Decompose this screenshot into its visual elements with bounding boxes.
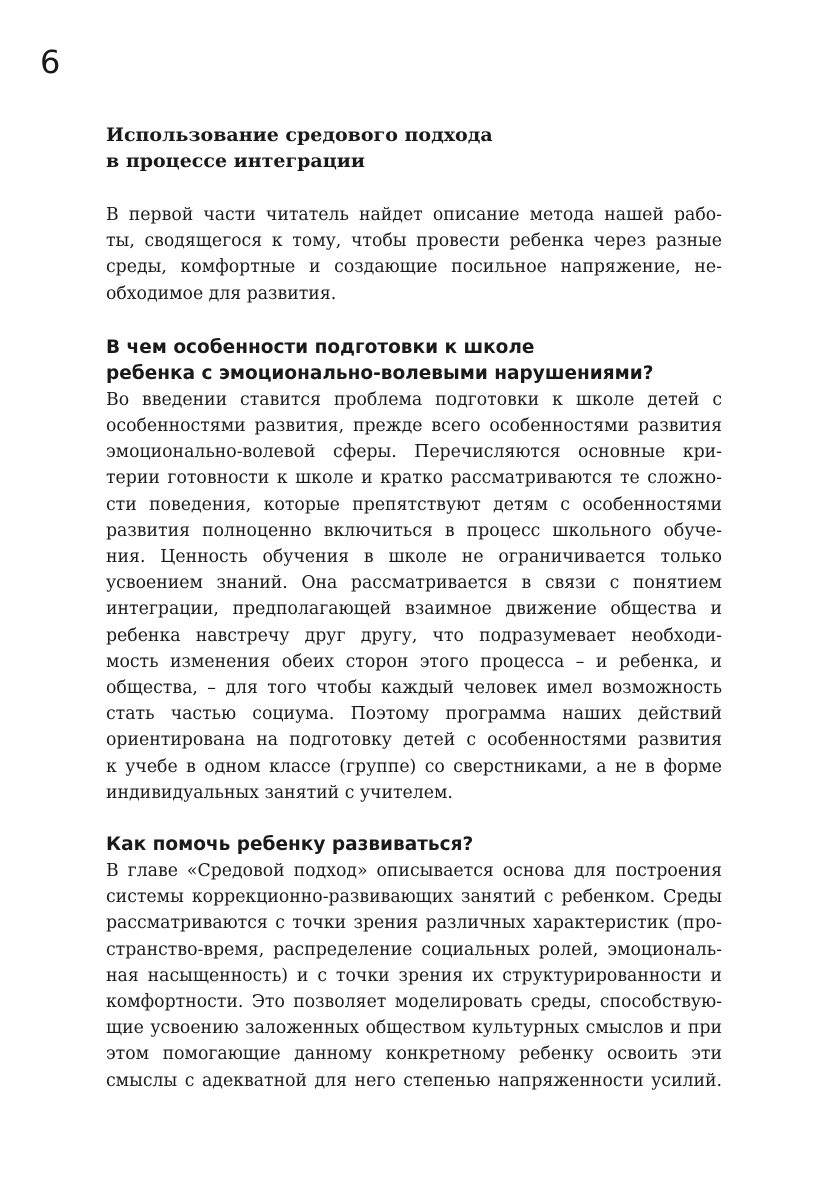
text-line: щие усвоению заложенных обществом культурных смыслов и при <box>106 1018 722 1039</box>
text-line: общества, – для того чтобы каждый человек имел возможность <box>106 678 722 699</box>
text-line: Во введении ставится проблема подготовки к школе детей с <box>106 389 722 410</box>
heading-line: Использование средового подхода <box>106 124 493 146</box>
text-line: среды, комфортные и создающие посильное напряжение, не- <box>106 257 722 278</box>
text-line: сти поведения, которые препятствуют детям с особенностями <box>106 494 722 515</box>
text-line: ты, сводящегося к тому, чтобы провести ребенка через разные <box>106 231 722 252</box>
text-line: обходимое для развития. <box>106 283 337 304</box>
heading-line: ребенка с эмоционально-волевыми нарушениями? <box>106 362 654 384</box>
text-line: ния. Ценность обучения в школе не ограничивается только <box>106 547 722 568</box>
paragraph-introduction-summary <box>106 387 722 806</box>
heading-line: Как помочь ребенку развиваться? <box>106 834 474 856</box>
section-heading-school-preparation <box>106 335 722 387</box>
text-line: мость изменения обеих сторон этого процесса – и ребенка, и <box>106 651 722 672</box>
page-number: 6 <box>40 43 61 81</box>
heading-line: в процессе интеграции <box>106 150 365 172</box>
text-line: комфортности. Это позволяет моделировать среды, способствую- <box>106 992 722 1013</box>
text-line: терии готовности к школе и кратко рассматриваются те сложно- <box>106 468 722 489</box>
text-line: стать частью социума. Поэтому программа наших действий <box>106 704 722 725</box>
text-line: ориентирована на подготовку детей с особенностями развития <box>106 730 722 751</box>
heading-line: В чем особенности подготовки к школе <box>106 336 535 358</box>
section-heading-environment-approach <box>106 122 722 174</box>
text-line: смыслы с адекватной для него степенью напряженности усилий. <box>106 1070 722 1091</box>
text-line: эмоционально-волевой сферы. Перечисляются основные кри- <box>106 442 722 463</box>
text-line: ребенка навстречу друг другу, что подразумевает необходи- <box>106 625 722 646</box>
text-line: интеграции, предполагающей взаимное движение общества и <box>106 599 722 620</box>
text-line: странство-время, распределение социальных ролей, эмоциональ- <box>106 939 722 960</box>
text-line: системы коррекционно-развивающих занятий с ребенком. Среды <box>106 887 722 908</box>
text-line: развития полноценно включиться в процесс школьного обуче- <box>106 520 722 541</box>
text-line: этом помогающие данному конкретному ребенку освоить эти <box>106 1044 722 1065</box>
text-line: особенностями развития, прежде всего особенностями развития <box>106 416 722 437</box>
text-line: индивидуальных занятий с учителем. <box>106 782 453 803</box>
text-line: В первой части читатель найдет описание метода нашей рабо- <box>106 205 722 225</box>
text-line: усвоением знаний. Она рассматривается в связи с понятием <box>106 573 722 594</box>
text-line: ная насыщенность) и с точки зрения их структурированности и <box>106 965 722 986</box>
section-heading-help-child-develop <box>106 832 722 858</box>
text-line: рассматриваются с точки зрения различных характеристик (про- <box>106 913 722 934</box>
page-content <box>106 122 722 1094</box>
text-line: В главе «Средовой подход» описывается основа для построения <box>106 861 722 882</box>
paragraph-environment-chapter-summary <box>106 858 722 1094</box>
text-line: к учебе в одном классе (группе) со сверстниками, а не в форме <box>106 756 722 777</box>
paragraph-part-one-summary <box>106 202 722 307</box>
